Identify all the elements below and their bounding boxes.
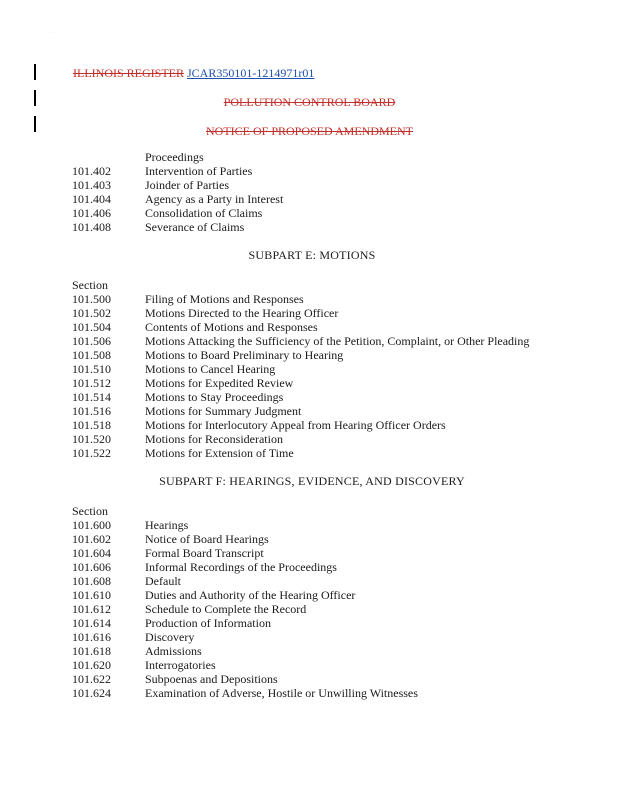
section-title: Joinder of Parties <box>145 178 229 192</box>
section-number: 101.506 <box>72 334 111 348</box>
list-item <box>72 206 552 220</box>
section-title: Motions for Reconsideration <box>145 432 283 446</box>
section-number: 101.610 <box>72 588 111 602</box>
section-title: Motions for Extension of Time <box>145 446 294 460</box>
list-item <box>72 376 552 390</box>
section-number: 101.508 <box>72 348 111 362</box>
section-title: Motions to Stay Proceedings <box>145 390 284 404</box>
section-title: Default <box>145 574 181 588</box>
register-inserted-text: JCAR350101-1214971r01 <box>187 66 315 80</box>
section-title: Discovery <box>145 630 195 644</box>
section-title: Agency as a Party in Interest <box>145 192 284 206</box>
section-title: Motions to Cancel Hearing <box>145 362 276 376</box>
list-item <box>72 644 552 658</box>
section-title: Notice of Board Hearings <box>145 532 269 546</box>
change-bar <box>34 64 36 80</box>
list-item <box>72 532 552 546</box>
list-item <box>72 348 552 362</box>
list-item <box>72 220 552 234</box>
list-item <box>72 446 552 460</box>
section-number: 101.522 <box>72 446 111 460</box>
list-item <box>72 292 552 306</box>
section-number: 101.404 <box>72 192 111 206</box>
section-number: 101.622 <box>72 672 111 686</box>
page-corner-mark: · · · <box>50 30 59 36</box>
list-item <box>72 588 552 602</box>
list-item <box>72 192 552 206</box>
section-column-label: Section <box>72 278 108 292</box>
register-header <box>73 66 314 81</box>
subpart-e-heading: SUBPART E: MOTIONS <box>248 248 376 262</box>
section-number: 101.612 <box>72 602 111 616</box>
section-title: Severance of Claims <box>145 220 245 234</box>
section-title: Production of Information <box>145 616 271 630</box>
section-number: 101.600 <box>72 518 111 532</box>
section-title: Schedule to Complete the Record <box>145 602 307 616</box>
list-item <box>72 574 552 588</box>
list-item <box>72 320 552 334</box>
subpart-f-list <box>72 504 552 700</box>
list-item <box>72 616 552 630</box>
list-item <box>72 630 552 644</box>
section-title: Motions Attacking the Sufficiency of the Petition, Complaint, or Other Pleading <box>145 334 530 348</box>
section-title: Motions to Board Preliminary to Hearing <box>145 348 344 362</box>
list-item <box>72 560 552 574</box>
subpart-f-heading: SUBPART F: HEARINGS, EVIDENCE, AND DISCOVERY <box>159 474 465 488</box>
list-item <box>72 672 552 686</box>
section-title: Duties and Authority of the Hearing Officer <box>145 588 356 602</box>
list-item <box>72 306 552 320</box>
list-item <box>72 150 552 164</box>
section-number: 101.500 <box>72 292 111 306</box>
section-number: 101.616 <box>72 630 111 644</box>
section-title: Interrogatories <box>145 658 216 672</box>
section-number: 101.518 <box>72 418 111 432</box>
section-title: Examination of Adverse, Hostile or Unwilling Witnesses <box>145 686 418 700</box>
section-column-label: Section <box>72 504 108 518</box>
notice-header <box>0 124 619 139</box>
section-title: Contents of Motions and Responses <box>145 320 318 334</box>
section-number: 101.514 <box>72 390 111 404</box>
section-number: 101.406 <box>72 206 111 220</box>
list-item <box>72 686 552 700</box>
board-header <box>0 95 619 110</box>
list-item <box>72 362 552 376</box>
section-number: 101.608 <box>72 574 111 588</box>
section-title: Motions for Summary Judgment <box>145 404 302 418</box>
section-title: Informal Recordings of the Proceedings <box>145 560 337 574</box>
section-title: Admissions <box>145 644 202 658</box>
section-title: Intervention of Parties <box>145 164 253 178</box>
list-item <box>72 390 552 404</box>
section-number: 101.606 <box>72 560 111 574</box>
notice-struck-text: NOTICE OF PROPOSED AMENDMENT <box>205 124 414 138</box>
list-item <box>72 518 552 532</box>
section-number: 101.604 <box>72 546 111 560</box>
section-number: 101.510 <box>72 362 111 376</box>
subpart-e-list <box>72 278 552 460</box>
section-number: 101.408 <box>72 220 111 234</box>
section-number: 101.403 <box>72 178 111 192</box>
section-number: 101.516 <box>72 404 111 418</box>
section-title: Proceedings <box>145 150 204 164</box>
section-number <box>72 150 145 164</box>
section-number: 101.618 <box>72 644 111 658</box>
list-item <box>72 164 552 178</box>
list-item <box>72 334 552 348</box>
board-struck-text: POLLUTION CONTROL BOARD <box>223 95 396 109</box>
section-number: 101.520 <box>72 432 111 446</box>
list-item <box>72 432 552 446</box>
section-title: Formal Board Transcript <box>145 546 264 560</box>
register-struck-text: ILLINOIS REGISTER <box>73 66 184 80</box>
section-title: Motions Directed to the Hearing Officer <box>145 306 339 320</box>
section-number: 101.602 <box>72 532 111 546</box>
section-number: 101.512 <box>72 376 111 390</box>
section-number: 101.614 <box>72 616 111 630</box>
section-title: Hearings <box>145 518 189 532</box>
section-number: 101.502 <box>72 306 111 320</box>
list-item <box>72 602 552 616</box>
table-of-contents <box>72 150 552 700</box>
section-title: Motions for Interlocutory Appeal from Hearing Officer Orders <box>145 418 446 432</box>
list-item <box>72 178 552 192</box>
list-item <box>72 404 552 418</box>
list-item <box>72 658 552 672</box>
list-item <box>72 418 552 432</box>
top-section-list <box>72 150 552 234</box>
section-number: 101.624 <box>72 686 111 700</box>
section-title: Filing of Motions and Responses <box>145 292 304 306</box>
section-number: 101.402 <box>72 164 111 178</box>
section-number: 101.620 <box>72 658 111 672</box>
section-title: Subpoenas and Depositions <box>145 672 278 686</box>
list-item <box>72 546 552 560</box>
section-title: Consolidation of Claims <box>145 206 263 220</box>
section-title: Motions for Expedited Review <box>145 376 294 390</box>
section-number: 101.504 <box>72 320 111 334</box>
